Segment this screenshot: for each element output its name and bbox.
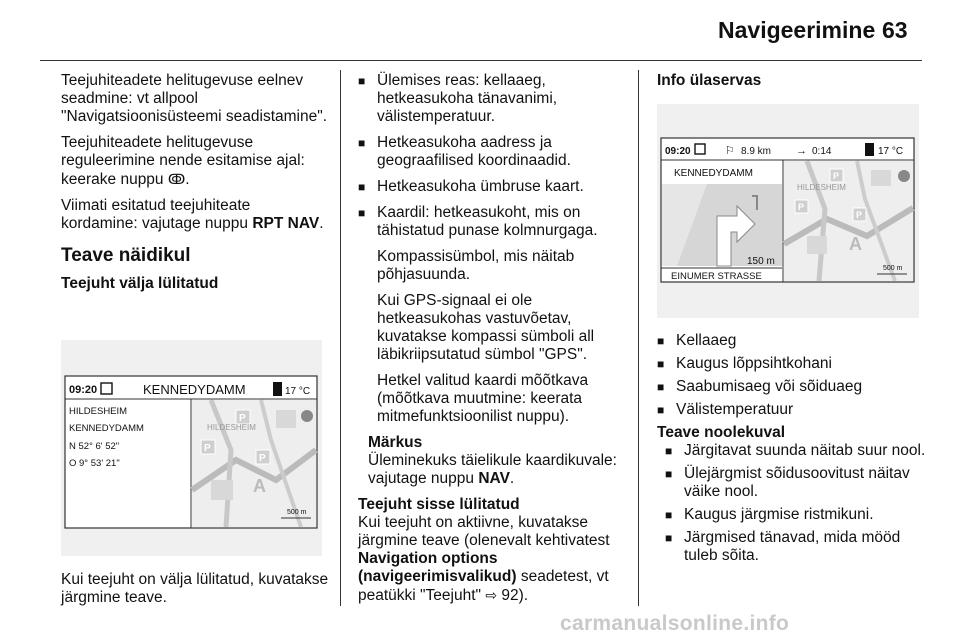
note-block xyxy=(358,434,630,488)
temperature-text: 17 °C xyxy=(285,386,311,397)
note-text: Üleminekuks täielikule kaardikuvale: vajutage nuppu NAV. xyxy=(368,452,617,487)
column-3 xyxy=(657,72,927,96)
thermometer-icon xyxy=(273,382,282,396)
map-city-label: HILDESHEIM xyxy=(797,183,846,192)
svg-text:P: P xyxy=(239,413,246,424)
page-number: 63 xyxy=(882,17,908,43)
map-area xyxy=(784,161,913,281)
temperature-text: 17 °C xyxy=(878,146,904,157)
subheading-guidance-off: Teejuht välja lülitatud xyxy=(61,275,219,292)
street-text: KENNEDYDAMM xyxy=(674,168,753,179)
list-item: ■ Välistemperatuur xyxy=(657,401,927,419)
svg-text:P: P xyxy=(856,210,863,220)
arrival-time-text: 0:14 xyxy=(812,146,832,157)
svg-text:A: A xyxy=(849,234,862,254)
rpt-nav-label: RPT NAV xyxy=(252,215,320,232)
section-heading: Teave näidikul xyxy=(61,245,191,266)
svg-text:P: P xyxy=(798,202,805,212)
column-divider xyxy=(638,70,639,606)
subheading-top-info: Info ülaservas xyxy=(657,72,762,89)
top-info-list xyxy=(657,332,927,570)
arrow-panel xyxy=(662,184,782,267)
latitude-text: N 52° 6' 52" xyxy=(69,441,120,452)
page-title: Navigeerimine xyxy=(718,17,876,43)
compass-symbol-icon xyxy=(898,170,910,182)
svg-text:A: A xyxy=(253,476,266,496)
svg-text:P: P xyxy=(204,443,211,454)
list-item: ■ Kaardil: hetkeasukoht, mis on tähistatud punase kolmnurgaga. xyxy=(358,204,630,240)
svg-text:P: P xyxy=(259,453,266,464)
subheading-arrow-info: Teave noolekuval xyxy=(657,424,786,441)
paragraph-guidance-on: Kui teejuht on aktiivne, kuvatakse järgmine teave (olenevalt kehtivatest Navigation options (navigeerimisvalikud) seadetest, vt peatükki "Teejuht" ⇨ 92). xyxy=(358,514,610,604)
list-item: ■ Järgmised tänavad, mida mööd tuleb sõita. xyxy=(665,529,927,565)
display-guidance-on xyxy=(657,104,919,318)
column-divider xyxy=(340,70,341,606)
navigation-options-label: Navigation options (navigeerimisvalikud) xyxy=(358,550,517,585)
longitude-text: O 9° 53' 21" xyxy=(69,458,120,469)
street-text: KENNEDYDAMM xyxy=(143,382,246,397)
paragraph-volume-preset: Teejuhiteadete helitugevuse eelnev seadmine: vt allpool "Navigatsioonisüsteemi seadistamine". xyxy=(61,72,328,125)
compass-icon xyxy=(695,144,705,154)
caption-guidance-off: Kui teejuht on välja lülitatud, kuvatakse järgmine teave. xyxy=(61,571,329,606)
subheading-guidance-on: Teejuht sisse lülitatud xyxy=(358,496,520,513)
arrow-info-list xyxy=(657,442,927,565)
watermark: carmanualsonline.info xyxy=(560,612,790,635)
nav-button-label: NAV xyxy=(478,470,510,487)
list-item: ■ Hetkeasukoha ümbruse kaart. xyxy=(358,178,630,196)
next-street-text: EINUMER STRASSE xyxy=(671,271,762,282)
reference-arrow-icon: ⇨ xyxy=(485,587,498,603)
map-scale: 500 m xyxy=(287,509,307,516)
sub-item-gps: Kui GPS-signaal ei ole hetkeasukohas vastuvõetav, kuvatakse kompassi sümboli all läbikriipsutatud sümbol "GPS". xyxy=(377,292,595,363)
address-city: HILDESHEIM xyxy=(69,406,128,417)
time-text: 09:20 xyxy=(665,146,691,157)
page-header xyxy=(0,0,960,56)
destination-flag-icon: ⚐ xyxy=(725,145,735,157)
list-item: ■ Kaugus lõppsihtkohani xyxy=(657,355,927,373)
compass-symbol-icon xyxy=(301,410,313,422)
sub-item-compass: Kompassisümbol, mis näitab põhjasuunda. xyxy=(377,248,575,283)
map-scale: 500 m xyxy=(883,265,903,272)
svg-text:P: P xyxy=(833,171,840,181)
list-item: ■ Ülemises reas: kellaaeg, hetkeasukoha tänavanimi, välistemperatuur. xyxy=(358,72,630,126)
column-1 xyxy=(61,72,331,299)
arrival-icon: → xyxy=(796,145,807,157)
list-item: ■ Ülejärgmist sõidusoovitust näitav väike nool. xyxy=(665,465,927,501)
list-item: ■ Kellaaeg xyxy=(657,332,927,350)
knob-symbol-icon: ↂ xyxy=(167,171,186,187)
map-area xyxy=(192,400,316,527)
note-title: Märkus xyxy=(368,434,423,451)
compass-icon xyxy=(101,383,112,394)
distance-text: 8.9 km xyxy=(741,146,772,157)
column-2 xyxy=(358,72,630,605)
list-item: ■ Saabumisaeg või sõiduaeg xyxy=(657,378,927,396)
address-street: KENNEDYDAMM xyxy=(69,423,144,434)
arrow-distance-text: 150 m xyxy=(747,256,775,267)
thermometer-icon xyxy=(865,143,874,156)
map-city-label: HILDESHEIM xyxy=(207,423,256,432)
paragraph-repeat: Viimati esitatud teejuhiteate kordamine: vajutage nuppu RPT NAV. xyxy=(61,197,324,232)
header-rule xyxy=(40,60,922,61)
sub-item-scale: Hetkel valitud kaardi mõõtkava (mõõtkava muutmine: keerata mitmefunktsioonilist nuppu). xyxy=(377,372,589,425)
list-item: ■ Hetkeasukoha aadress ja geograafilised koordinaadid. xyxy=(358,134,630,170)
paragraph-volume-adjust: Teejuhiteadete helitugevuse reguleerimine nende esitamise ajal: keerake nuppu ↂ. xyxy=(61,134,305,188)
list-item: ■ Kaugus järgmise ristmikuni. xyxy=(665,506,927,524)
list-item: ■ Järgitavat suunda näitab suur nool. xyxy=(665,442,927,460)
display-guidance-off xyxy=(61,340,322,556)
time-text: 09:20 xyxy=(69,384,98,396)
